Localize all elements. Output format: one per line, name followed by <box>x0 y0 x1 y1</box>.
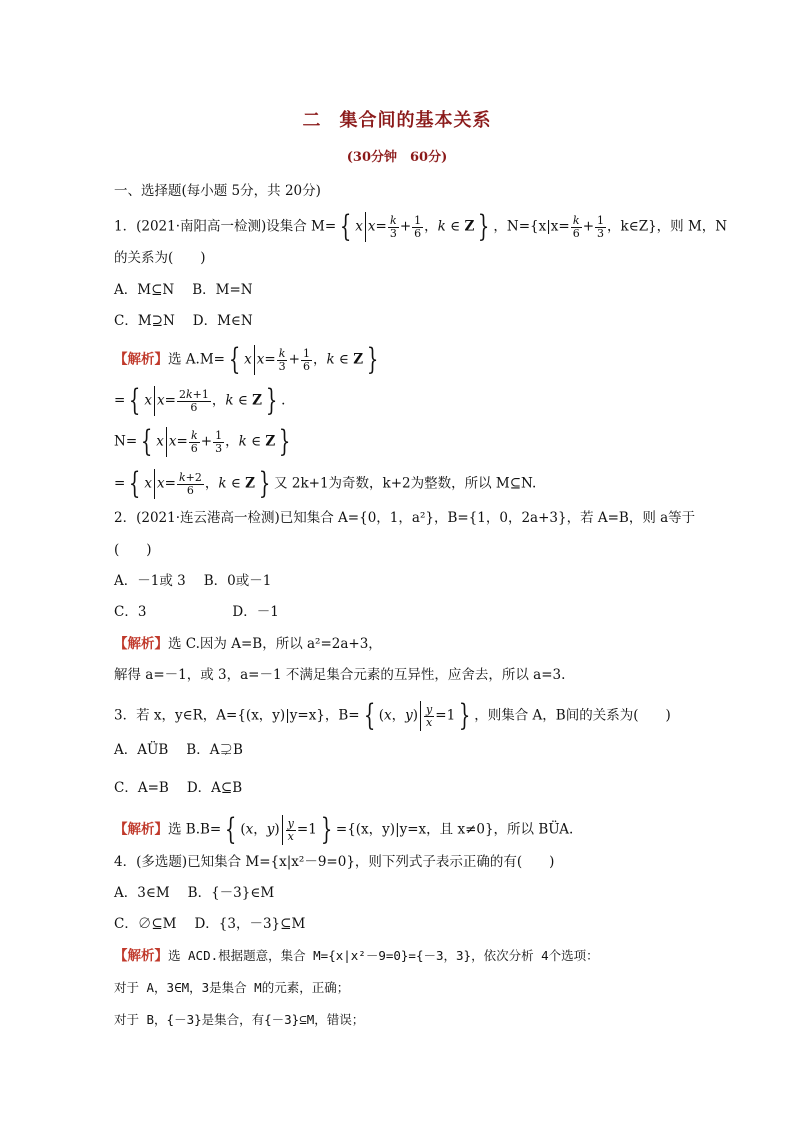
solution-tag: 【解析】 <box>114 636 168 652</box>
q4-solution-line-1 <box>114 946 599 966</box>
fraction: $\frac{1}{6}$ <box>414 213 422 240</box>
q2-solution-line-2: 解得 a=－1，或 3，a=－1 不满足集合元素的互异性，应舍去，所以 a=3. <box>114 667 566 683</box>
q1-tail: ，k∈Z}，则 M，N <box>607 218 728 235</box>
q3-options-row-2 <box>114 778 242 798</box>
q4-option-a: A．3∈M <box>114 885 170 901</box>
q3-option-c: C．A=B <box>114 780 169 796</box>
question-1-line-1: 1．(2021·南阳高一检测)设集合 M= { x x= $\frac{k}{3}$ + $\frac{1}{6}$ ，k ∈ Z } ，N={x|x= $\frac{k}{6}$ + $\frac{1}{3}$ ，k∈Z}，则 M，N <box>114 209 728 244</box>
q1-option-a: A．M⊆N <box>114 282 175 298</box>
q4-options-row-1 <box>114 883 274 903</box>
q1-solution-line-1: 【解析】选 A.M= { x x= $\frac{k}{3}$ + $\frac{1}{6}$ ，k ∈ Z } <box>114 342 379 377</box>
page-subtitle: (30分钟 60分) <box>346 150 448 165</box>
q1-option-d: D．M∈N <box>192 313 253 329</box>
solution-tag: 【解析】 <box>114 948 168 964</box>
set-bar <box>365 212 366 242</box>
q2-option-a: A．－1或 3 <box>114 573 186 589</box>
question-4-line-1: 4．(多选题)已知集合 M={x|x²－9=0}，则下列式子表示正确的有( ) <box>114 854 555 870</box>
q4-solution-line-2: 对于 A，3∈M，3是集合 M的元素，正确； <box>114 980 350 995</box>
q3-options-row-1 <box>114 740 243 760</box>
q4-option-d: D．{3，－3}⊆M <box>194 916 306 932</box>
q1-solution-lead: 选 A.M= <box>168 351 225 368</box>
q3-lead: 3．若 x，y∈R，A={(x，y)|y=x}，B= <box>114 707 360 724</box>
section-heading: 一、选择题(每小题 5分，共 20分) <box>114 183 321 199</box>
q3-solution-lead: 选 B.B= <box>168 821 222 838</box>
q3-option-d: D．A⊆B <box>186 780 243 796</box>
solution-tag: 【解析】 <box>114 821 168 838</box>
q3-option-a: A．AÜB <box>114 742 169 758</box>
page-title <box>0 106 794 132</box>
q4-solution-lead: 选 ACD.根据题意，集合 M={x|x²－9=0}={－3，3}，依次分析 4个选项： <box>168 948 599 963</box>
question-3-line-1: 3．若 x，y∈R，A={(x，y)|y=x}，B= { (x，y) $\frac{y}{x}$ =1 } ，则集合 A，B间的关系为( ) <box>114 698 671 733</box>
question-2-line-1: 2．(2021·连云港高一检测)已知集合 A={0，1，a²}，B={1，0，2a+3}，若 A=B，则 a等于 <box>114 510 696 526</box>
open-brace: { <box>340 209 352 244</box>
q3-tail: ，则集合 A，B间的关系为( ) <box>474 707 671 724</box>
q4-options-row-2 <box>114 914 305 934</box>
fraction: $\frac{1}{3}$ <box>597 213 605 240</box>
q1-options-row-1 <box>114 280 253 300</box>
fraction: $\frac{k}{3}$ <box>389 213 397 240</box>
q4-solution-line-3: 对于 B，{－3}是集合，有{－3}⊆M，错误； <box>114 1012 365 1027</box>
q1-solution-line-2: = { x x= $\frac{2k+1}{6}$ ，k ∈ Z } . <box>114 383 286 418</box>
q4-option-b: B．{－3}∈M <box>187 885 275 901</box>
fraction: $\frac{k}{6}$ <box>572 213 580 240</box>
q3-solution-line-1: 【解析】选 B.B= { (x，y) $\frac{y}{x}$ =1 } ={(x，y)|y=x，且 x≠0}，所以 BÜA. <box>114 812 574 847</box>
q2-option-b: B．0或－1 <box>203 573 272 589</box>
q2-solution-line-1 <box>114 634 382 654</box>
q1-solution-conclusion: 又 2k+1为奇数，k+2为整数，所以 M⊆N. <box>274 475 537 492</box>
q1-solution-line-3: N= { x x= $\frac{k}{6}$ + $\frac{1}{3}$ ，k ∈ Z } <box>114 424 291 459</box>
solution-tag: 【解析】 <box>114 351 168 368</box>
question-1-line-2: 的关系为( ) <box>114 250 206 266</box>
q2-options-row-2 <box>114 602 279 622</box>
chapter-title: 集合间的基本关系 <box>339 110 492 131</box>
q4-option-c: C．∅⊆M <box>114 916 177 932</box>
q2-solution-lead: 选 C.因为 A=B，所以 a²=2a+3， <box>168 636 382 652</box>
q1-solution-n: N= <box>114 433 138 450</box>
q3-option-b: B．A⊋B <box>186 742 243 758</box>
q2-option-d: D．－1 <box>232 604 279 620</box>
chapter-number: 二 <box>302 110 322 131</box>
q1-option-c: C．M⊇N <box>114 313 175 329</box>
question-2-line-2: ( ) <box>114 542 152 558</box>
q1-solution-line-4: = { x x= $\frac{k+2}{6}$ ，k ∈ Z } 又 2k+1为奇数，k+2为整数，所以 M⊆N. <box>114 466 537 501</box>
q1-options-row-2 <box>114 311 253 331</box>
q1-option-b: B．M=N <box>192 282 253 298</box>
q1-mid: ，N={x|x= <box>493 218 570 235</box>
q3-solution-tail: ={(x，y)|y=x，且 x≠0}，所以 BÜA. <box>335 821 574 838</box>
close-brace: } <box>478 209 490 244</box>
q1-lead: 1．(2021·南阳高一检测)设集合 M= <box>114 218 337 235</box>
q2-option-c: C．3 <box>114 604 147 620</box>
q2-options-row-1 <box>114 571 271 591</box>
